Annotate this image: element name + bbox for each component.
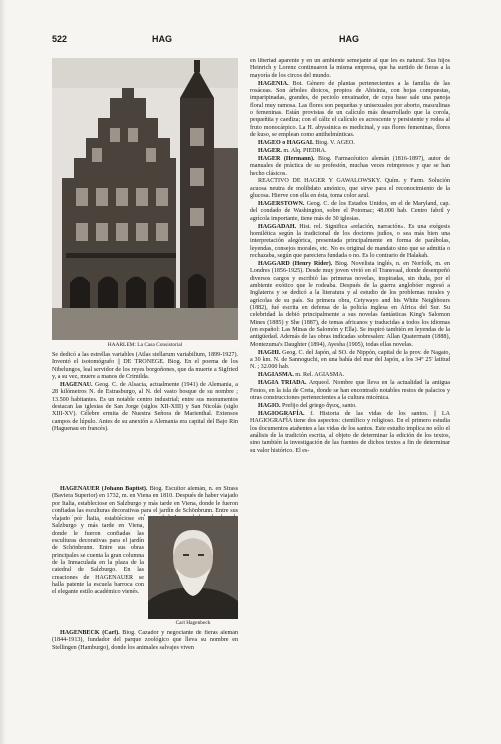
haarlem-town-hall-photo: [52, 58, 238, 340]
running-head-right: HAG: [339, 34, 359, 44]
entry-reactivo: REACTIVO DE HAGER Y GAWALOWSKY. Quím. y Farm. Solución acuosa neutra de molibdato amónico, que sirve para el reconocimiento de la glucosa. Hierve con ella en ésta, toma color azul.: [250, 178, 450, 200]
entry-hagiasma: HAGIASMA. m. Rel. AGIASMA.: [258, 372, 345, 379]
entry-continued: en libertad aparente y en un ambiente semejante al que les es natural. Sus hijos Heinrich y Lorenz continuaron la misma empresa, que ha surtido de fieras a la mayoría de los circos del mundo.: [250, 58, 450, 79]
entry-haggard: HAGGARD (Henry Rider). Biog. Novelista inglés, n. en Norfolk, m. en Londres (1856-1925). Desde muy joven vivió en el Transvaal, donde desempeñó diversos cargos y escribió las primeras novelas, inspiradas, sin duda, por el ambiente exótico que le rodeaba. Después de la guerra anglobóer regresó a Inglaterra y se dedicó a la literatura y al estudio de los problemas rurales y agrícolas de su país. Su primera obra, Cetywayo and his White Neighbours (1882), fué escrita en defensa de la policía inglesa en África del Sur. Su celebridad la debió principalmente a sus novelas fantásticas King's Salomon Mines (1885) y She (1887), de temas africanos y traducidas a todos los idiomas (en español: Las Minas de Salomón y Ella). Se inspiró también en leyendas de la antigüedad. Además de las obras indicadas sobresalen: Allan Quatermain (1888), Montezuma's Daughter (1894), Ayesha (1905), todas ellas novelas.: [250, 261, 450, 348]
entry-hagia-triada: HAGIA TRIADA. Arqueol. Nombre que lleva en la actualidad la antigua Festos, en la isla de Creta, donde se han encontrado notables restos de palacios y otras construcciones pertenecientes a la cultura micénica.: [250, 380, 450, 401]
entry-haggadah: HAGGADAH. Hist. rel. Significa «relación, narración». Es una exégesis homilética según la tradicional de los doctores judíos, o sea más bien una interpretación alegórica, presentada principalmente en forma de parábolas, leyendas, consejos morales, etc. No es original de mandato sino que se admitía o rechazaba, según que pareciera fundada o no. Es lo contrario de Halakah.: [250, 223, 450, 260]
page-number: 522: [52, 34, 68, 44]
portrait-illustration: [148, 516, 238, 619]
entry-hagenauer: HAGENAUER (Johann Baptist). Biog. Escultor alemán, n. en Strass (Baviera Superior) en 1732, m. en Viena en 1810. Después de haber viajado por Italia, estableciose en Salzburgo y más tarde en Viena, donde le fueron confiadas las esculturas decorativas para el jardín de Schönbrunn. Entre sus: [52, 486, 238, 515]
left-column-hagenauer-start: [52, 486, 238, 516]
entry-paragraph: Se dedicó a las estrellas variables (Atlas stellarum variabilium, 1899-1927). Inventó el isotomógrafo || DE TRONEGE. Biog. En el poema de los Nibelungos, leal servidor de los reyes borgoñones, que da muerte a Sigfried y, a su vez, muere a manos de Crimilda.: [52, 352, 238, 381]
hagenbeck-portrait-photo: [148, 516, 238, 619]
left-column-narrow: [52, 516, 144, 628]
entry-hagenauer-cont: viajado por Italia, estableciose en Salzburgo y más tarde en Viena, donde le fueron confiadas las esculturas decorativas para el jardín de Schönbrunn. Entre sus obras principales se cuenta la gran columna de la Inmaculada en la plaza de la catedral de Salzburgo. En las creaciones de HAGENAUER se halla patente la escuela barroca con el elegante estilo académico vienés.: [52, 516, 144, 596]
entry-hagenia: HAGENIA. Bot. Género de plantas pertenecientes a la familia de las rosáceas. Son árboles dioicos, propios de Abisinia, con hojas compuestas, imparipinadas, grandes, de peciolo envainador, de cuya base sale una panoja floral muy ramosa. Las flores son pequeñas y unisexuales por aborto, masculinas o femeninas. Están provistas de un calículo más desarrollado que la corola, pequeñita y caediza; con el cáliz el calículo es acrescente y persistente y rodea al fruto monocárpico. La H. abyssinica es medicinal, y sus flores femeninas, flores de kuso, se emplean como antihelmínticas.: [250, 80, 450, 139]
page-edge: [0, 0, 6, 744]
haarlem-building-illustration: [52, 58, 238, 340]
entry-hagio: HAGIO. Prefijo del griego ἅγιος, santo.: [258, 402, 357, 409]
right-column: [250, 58, 450, 718]
left-column-bottom: [52, 630, 238, 710]
entry-hagenbeck: HAGENBECK (Carl). Biog. Cazador y negociante de fieras alemán (1844-1913), fundador del parque zoológico que lleva su nombre en Stellingen (Hamburgo), donde los animales salvajes viven: [52, 630, 238, 651]
entry-hagenau: HAGENAU. Geog. C. de Alsacia, actualmente (1941) de Alemania, a 28 kilómetros N. de Estrasburgo, al N. del vasto bosque de su nombre ; 13.500 habitantes. Es un notable centro industrial; entre sus monumentos destacan las iglesias de San Jorge (siglos XII-XIII) y San Nicolás (siglo XIII-XV). Célebre ermita de Nuestra Señora de Marienthal. Extensos campos de lúpulo. Antes de su anexión a Alemania era capital del Bajo Rin (Haguenau en francés).: [52, 381, 238, 433]
photo-caption-hagenbeck: Carl Hagenbeck: [175, 620, 211, 626]
entry-haghi: HAGHI. Geog. C. del Japón, al SO. de Nippón, capital de la prov. de Nagato, a 30 km. N. de Sannoguchi, en una bahía del mar del Japón, a los 34° 25' latitud N. ; 32.000 hab.: [250, 349, 450, 371]
running-head-left: HAG: [152, 34, 172, 44]
entry-hagiografia: HAGIOGRAFÍA. f. Historia de las vidas de los santos. || LA HAGIOGRAFÍA tiene dos aspectos: científico y religioso. En el primero estudia los documentos atañentes a las vidas de los santos. Este estudio implica no sólo el análisis de la tradición escrita, al objeto de determinar la edición de los textos, sino también la investigación de las fuentes de dichos textos a fin de determinar su valor histórico. El es-: [250, 410, 450, 454]
entry-hagerstown: HAGERSTOWN. Geog. C. de los Estados Unidos, en el de Maryland, cap. del condado de Washington, sobre el Potomac; 48.000 hab. Centro fabril y agrícola importante, tiene más de 30 iglesias.: [250, 201, 450, 222]
entry-hager: HAGER. m. Alq. PIEDRA.: [258, 147, 327, 154]
photo-caption-haarlem: HAARLEM: La Casa Consistorial: [107, 342, 183, 348]
entry-hager-hermann: HAGER (Hermann). Biog. Farmacéutico alemán (1816-1897), autor de manuales de práctica de su profesión, muchas veces reimpresos y que se han hecho clásicos.: [250, 155, 450, 177]
entry-hageo: HAGEO o HAGGAI. Biog. V. AGEO.: [258, 139, 355, 146]
left-column-upper: [52, 352, 238, 434]
